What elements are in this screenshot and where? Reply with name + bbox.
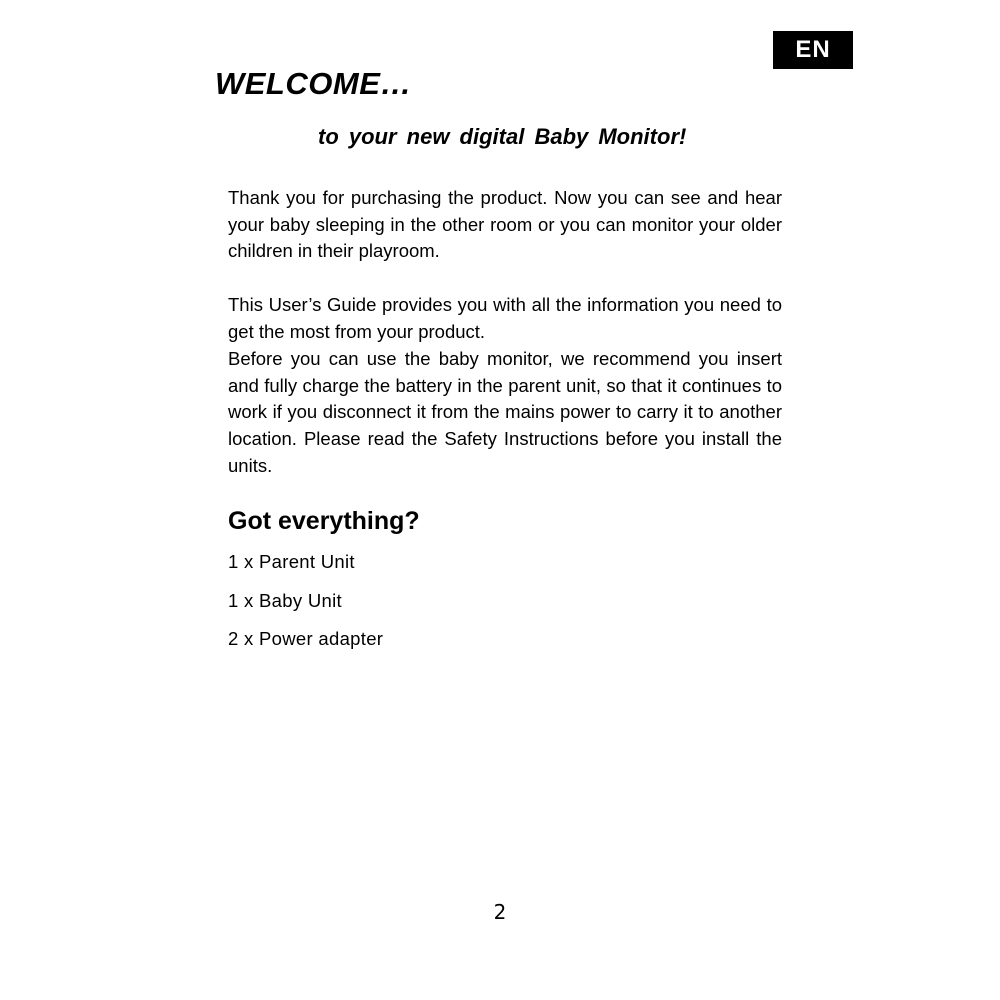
contents-list	[228, 548, 383, 664]
page-subtitle: to your new digital Baby Monitor!	[318, 124, 687, 149]
intro-paragraph: Thank you for purchasing the product. Now you can see and hear your baby sleeping in the other room or you can monitor your older children in their playroom.	[228, 187, 782, 262]
guide-paragraph: This User’s Guide provides you with all the information you need to get the most from your product.	[228, 294, 782, 342]
list-item: 2 x Power adapter	[228, 628, 384, 649]
language-badge: EN	[773, 31, 853, 69]
list-item: 1 x Baby Unit	[228, 589, 342, 611]
list-item: 1 x Parent Unit	[228, 551, 355, 572]
page-title: WELCOME…	[215, 66, 412, 101]
setup-paragraph: Before you can use the baby monitor, we recommend you insert and fully charge the battery in the parent unit, so that it continues to work if you disconnect it from the mains power to carry it to another location. Please read the Safety Instructions before you install the units.	[228, 348, 782, 476]
contents-heading: Got everything?	[228, 507, 420, 535]
page-number: 2	[493, 900, 507, 924]
